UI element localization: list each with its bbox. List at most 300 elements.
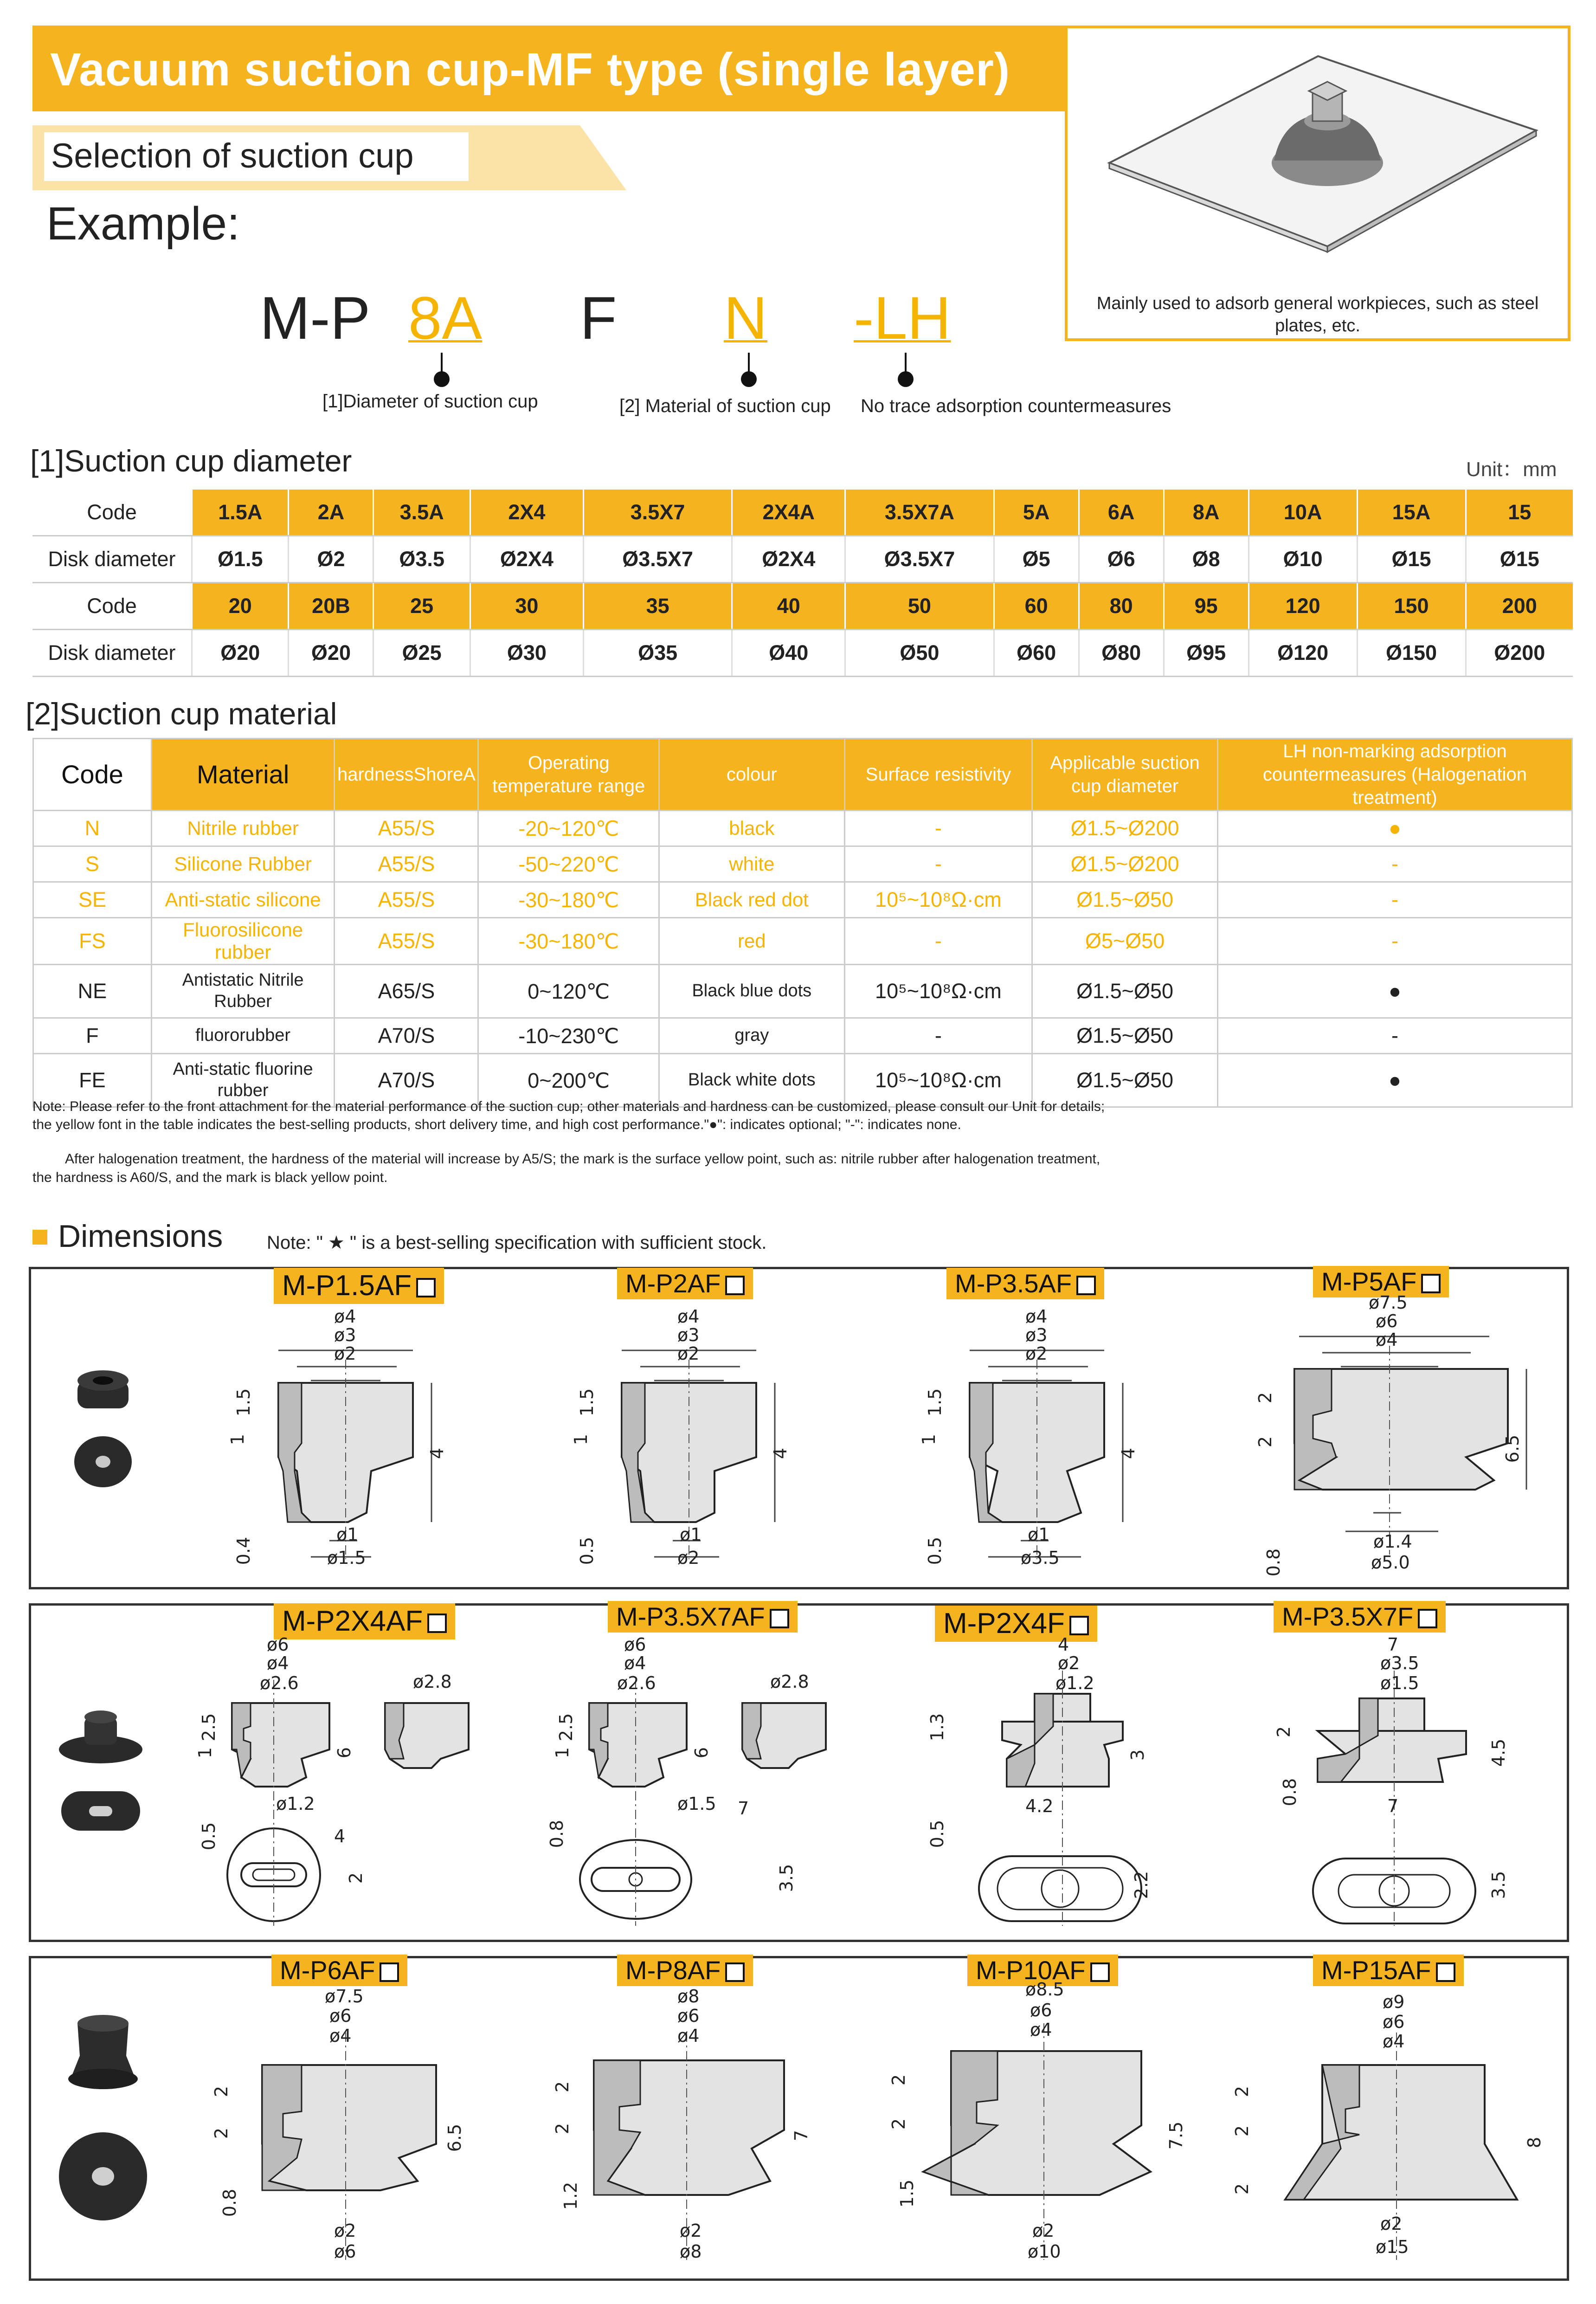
dimension-label: ø3.5 [1380, 1653, 1419, 1673]
diameter-cell: Ø5~Ø50 [1032, 918, 1218, 965]
resistivity-cell: - [844, 918, 1032, 965]
checkbox-icon [380, 1962, 399, 1982]
dimension-label: ø3.5 [1021, 1548, 1060, 1568]
product-photo [57, 2014, 149, 2237]
table-row [32, 490, 1573, 536]
temp-cell: -50~220℃ [478, 846, 659, 882]
dimension-label: 0.5 [199, 1822, 219, 1851]
temp-cell: -20~120℃ [478, 811, 659, 846]
resistivity-cell: 10⁵~10⁸Ω·cm [844, 965, 1032, 1018]
diameter-cell: Ø1.5~Ø50 [1032, 1018, 1218, 1054]
model-name: M-P8AF [625, 1955, 721, 1985]
material-table [32, 738, 1573, 1108]
dimensions-marker [32, 1230, 47, 1245]
colour-cell: Black blue dots [659, 965, 844, 1018]
dimension-label: ø2.6 [260, 1673, 299, 1693]
profile-m-p2af [603, 1318, 826, 1568]
dimension-label: 1.5 [233, 1388, 254, 1417]
dimension-label: 1.5 [897, 2179, 918, 2208]
dimension-label: ø2 [334, 2220, 356, 2241]
diameter-section-title: [1]Suction cup diameter [30, 444, 352, 478]
dimension-label: 0.8 [1263, 1548, 1284, 1577]
dimension-label: 2 [552, 2123, 573, 2135]
checkbox-icon [1421, 1274, 1441, 1293]
code-cell: 60 [994, 583, 1079, 630]
example-material: N [724, 284, 767, 352]
disk-label: Disk diameter [32, 630, 192, 677]
example-lh: -LH [854, 284, 951, 352]
selection-box [44, 132, 469, 181]
diameter-cell: Ø1.5~Ø50 [1032, 882, 1218, 918]
profile-m-p5af [1281, 1304, 1540, 1564]
dimension-label: ø6 [1030, 2000, 1052, 2020]
code-cell: 3.5X7A [845, 490, 994, 536]
diameter-cell: Ø3.5X7 [583, 536, 732, 583]
code-cell: FE [33, 1054, 152, 1107]
code-cell: 95 [1164, 583, 1248, 630]
checkbox-icon [725, 1962, 745, 1982]
checkbox-icon [1418, 1609, 1437, 1628]
model-label-m-p15af [1313, 1955, 1464, 1986]
header-cell: hardnessShoreA [335, 739, 478, 811]
dimension-label: ø1.5 [677, 1794, 716, 1814]
checkbox-icon [1076, 1276, 1096, 1295]
dimension-label: ø2 [1025, 1343, 1048, 1364]
dimension-label: 0.5 [925, 1536, 946, 1565]
lh-cell: - [1217, 918, 1572, 965]
model-label-m-p2x4f [935, 1606, 1097, 1642]
resistivity-cell: - [844, 811, 1032, 846]
model-label-m-p3-5x7af [608, 1601, 798, 1633]
image-caption: Mainly used to adsorb general workpieces, such as steel plates, etc. [1096, 294, 1539, 336]
lh-cell: - [1217, 882, 1572, 918]
dimension-label: ø2 [1380, 2214, 1403, 2234]
colour-cell: white [659, 846, 844, 882]
diameter-cell: Ø40 [732, 630, 845, 677]
dimension-label: 4.5 [1488, 1738, 1509, 1767]
dimension-label: ø8.5 [1025, 1979, 1064, 2000]
code-cell: 30 [470, 583, 583, 630]
dimension-label: ø6 [329, 2006, 352, 2026]
disk-label: Disk diameter [32, 536, 192, 583]
dimension-label: 1 [919, 1433, 940, 1446]
dimension-label: 2 [211, 2085, 232, 2097]
dimension-label: ø9 [1383, 1992, 1405, 2012]
material-cell: Nitrile rubber [151, 811, 335, 846]
model-name: M-P6AF [280, 1955, 375, 1985]
resistivity-cell: 10⁵~10⁸Ω·cm [844, 1054, 1032, 1107]
dimension-label: 1 [227, 1433, 248, 1446]
dimension-label: ø1.5 [327, 1548, 366, 1568]
example-diameter: 8A [408, 284, 483, 352]
dimension-label: ø6 [624, 1634, 646, 1655]
dimension-label: ø4 [1025, 1306, 1048, 1327]
table-row [33, 882, 1572, 918]
hardness-cell: A70/S [335, 1054, 478, 1107]
code-cell: 80 [1079, 583, 1164, 630]
code-cell: 10A [1248, 490, 1357, 536]
diameter-cell: Ø15 [1466, 536, 1573, 583]
dimension-label: 3.5 [776, 1864, 797, 1892]
code-cell: 8A [1164, 490, 1248, 536]
dimension-label: ø4 [1383, 2031, 1405, 2052]
table-row [33, 965, 1572, 1018]
diameter-cell: Ø1.5~Ø200 [1032, 811, 1218, 846]
dimension-label: ø4 [267, 1653, 289, 1673]
lh-cell: - [1217, 1018, 1572, 1054]
dimension-label: 2 [552, 2081, 573, 2093]
code-cell: 2X4A [732, 490, 845, 536]
dimension-label: 6.5 [444, 2123, 465, 2152]
note-line-2: the yellow font in the table indicates the best-selling products, short delivery time, and high cost performance."●": indicates optional; "-": indicates none. [32, 1117, 961, 1132]
dimension-label: 2 [211, 2127, 232, 2139]
resistivity-cell: - [844, 1018, 1032, 1054]
dimension-label: ø2 [677, 1343, 700, 1364]
checkbox-icon [725, 1276, 745, 1295]
dimension-label: 3 [1127, 1749, 1148, 1761]
dimension-label: 1 [571, 1433, 592, 1446]
code-cell: 3.5A [373, 490, 470, 536]
header-cell: Applicable suction cup diameter [1032, 739, 1218, 811]
dimension-label: 2 [1255, 1392, 1276, 1404]
diameter-cell: Ø2 [289, 536, 373, 583]
model-name: M-P1.5AF [282, 1270, 412, 1302]
profile-m-p15af [1267, 2005, 1554, 2269]
dimension-label: 2 [888, 2074, 909, 2086]
header-cell: Operating temperature range [478, 739, 659, 811]
temp-cell: -10~230℃ [478, 1018, 659, 1054]
dimension-label: 6 [334, 1747, 355, 1759]
table-row [33, 846, 1572, 882]
dimension-label: 2 [888, 2118, 909, 2130]
checkbox-icon [427, 1613, 447, 1633]
dimensions-title: Dimensions [58, 1219, 223, 1254]
unit-label: Unit：mm [1466, 458, 1557, 481]
dimension-label: 4.2 [1025, 1796, 1054, 1816]
dimension-label: 7 [1387, 1634, 1399, 1655]
dimension-label: ø6 [334, 2241, 356, 2262]
dimension-label: 1 [552, 1747, 573, 1759]
diameter-cell: Ø50 [845, 630, 994, 677]
dimension-label: ø4 [329, 2026, 352, 2046]
hardness-cell: A70/S [335, 1018, 478, 1054]
pointer-dot-2 [741, 371, 757, 387]
dimension-label: 6.5 [1502, 1434, 1523, 1463]
model-label-m-p8af [617, 1955, 753, 1986]
material-section-title: [2]Suction cup material [26, 697, 337, 731]
hardness-cell: A55/S [335, 846, 478, 882]
profile-m-p2x4f [965, 1652, 1197, 1930]
model-label-m-p3-5x7f [1274, 1601, 1446, 1633]
colour-cell: Black red dot [659, 882, 844, 918]
dimension-label: ø4 [1376, 1329, 1398, 1350]
model-name: M-P3.5X7AF [616, 1602, 765, 1631]
dimension-label: ø2 [677, 1548, 700, 1568]
dimension-label: 4 [1118, 1447, 1139, 1459]
dimension-label: 1.5 [577, 1388, 598, 1417]
diameter-cell: Ø30 [470, 630, 583, 677]
dimension-label: 0.8 [547, 1820, 567, 1848]
lh-cell: - [1217, 846, 1572, 882]
table-row [32, 630, 1573, 677]
hardness-cell: A55/S [335, 882, 478, 918]
profile-m-p3-5x7af [557, 1652, 872, 1930]
lh-cell: ● [1217, 1054, 1572, 1107]
dimension-label: ø2 [680, 2220, 702, 2241]
code-cell: 150 [1357, 583, 1466, 630]
hardness-cell: A55/S [335, 918, 478, 965]
profile-m-p8af [575, 2005, 854, 2269]
header-cell: Code [33, 739, 152, 811]
dimension-label: ø4 [677, 1306, 700, 1327]
diameter-cell: Ø25 [373, 630, 470, 677]
dimension-label: ø1 [1028, 1524, 1050, 1545]
profile-m-p1-5af [260, 1318, 483, 1568]
dimension-label: ø7.5 [1369, 1292, 1408, 1313]
dimension-label: ø8 [677, 1986, 700, 2007]
dimension-label: ø6 [267, 1634, 289, 1655]
diameter-cell: Ø1.5~Ø50 [1032, 965, 1218, 1018]
lh-cell: ● [1217, 811, 1572, 846]
code-cell: 120 [1248, 583, 1357, 630]
code-cell: 15A [1357, 490, 1466, 536]
dimension-label: ø4 [334, 1306, 356, 1327]
suction-cup-illustration [1068, 28, 1568, 260]
diameter-cell: Ø5 [994, 536, 1079, 583]
code-cell: 20 [192, 583, 289, 630]
diameter-cell: Ø15 [1357, 536, 1466, 583]
table-row [32, 583, 1573, 630]
code-cell: 5A [994, 490, 1079, 536]
dimension-label: 7 [1387, 1796, 1399, 1816]
code-cell: 20B [289, 583, 373, 630]
diameter-cell: Ø8 [1164, 536, 1248, 583]
dimension-label: ø4 [1030, 2020, 1052, 2040]
dimension-label: 0.5 [927, 1820, 948, 1848]
temp-cell: -30~180℃ [478, 882, 659, 918]
dimension-label: ø4 [677, 2026, 700, 2046]
dimension-label: ø2 [1058, 1653, 1080, 1673]
diameter-cell: Ø20 [192, 630, 289, 677]
dimension-label: 8 [1524, 2136, 1545, 2149]
temp-cell: 0~200℃ [478, 1054, 659, 1107]
material-cell: Antistatic Nitrile Rubber [151, 965, 335, 1018]
colour-cell: red [659, 918, 844, 965]
temp-cell: -30~180℃ [478, 918, 659, 965]
dimension-label: ø15 [1376, 2237, 1409, 2257]
model-label-m-p2af [617, 1268, 753, 1299]
dimension-label: 4 [770, 1447, 791, 1459]
code-cell: 50 [845, 583, 994, 630]
note-line-4: the hardness is A60/S, and the mark is black yellow point. [32, 1170, 388, 1185]
dimension-label: 2 [1255, 1436, 1276, 1448]
model-name: M-P10AF [976, 1955, 1086, 1985]
diameter-cell: Ø1.5~Ø200 [1032, 846, 1218, 882]
profile-m-p10af [919, 2005, 1206, 2269]
dimension-label: 2 [1232, 2183, 1253, 2195]
dimension-label: 1.3 [927, 1713, 948, 1742]
dimension-label: ø6 [1376, 1311, 1398, 1331]
dimension-label: 0.8 [219, 2188, 240, 2217]
dimension-label: 2.5 [556, 1713, 577, 1742]
checkbox-icon [1069, 1616, 1089, 1635]
dimension-label: ø1.2 [276, 1794, 315, 1814]
dimension-label: 1 [195, 1747, 216, 1759]
example-type: F [580, 284, 617, 352]
diameter-cell: Ø2X4 [470, 536, 583, 583]
dimension-label: ø1.2 [1055, 1673, 1094, 1693]
code-cell: N [33, 811, 152, 846]
diameter-cell: Ø6 [1079, 536, 1164, 583]
model-label-m-p6af [271, 1955, 407, 1986]
page-title: Vacuum suction cup-MF type (single layer) [50, 44, 1010, 96]
table-header-row [33, 739, 1572, 811]
pointer-dot-1 [434, 371, 450, 387]
selection-label: Selection of suction cup [51, 136, 414, 175]
colour-cell: black [659, 811, 844, 846]
example-prefix: M-P [260, 284, 371, 352]
checkbox-icon [1436, 1962, 1455, 1982]
dimensions-note: Note: " ★ " is a best-selling specification with sufficient stock. [267, 1233, 767, 1253]
dimension-label: ø8 [680, 2241, 702, 2262]
diameter-cell: Ø20 [289, 630, 373, 677]
diameter-cell: Ø200 [1466, 630, 1573, 677]
diameter-cell: Ø10 [1248, 536, 1357, 583]
dimension-label: ø1.5 [1380, 1673, 1419, 1693]
dimension-label: ø4 [624, 1653, 646, 1673]
dimension-label: ø6 [677, 2006, 700, 2026]
annotation-material: [2] Material of suction cup [619, 396, 831, 416]
dimension-label: ø10 [1028, 2241, 1061, 2262]
product-photo [66, 1362, 140, 1515]
code-cell: 200 [1466, 583, 1573, 630]
dimension-label: 2 [1232, 2085, 1253, 2097]
dimension-label: 0.4 [233, 1536, 254, 1565]
note-line-3: After halogenation treatment, the hardness of the material will increase by A5/S; the mark is the surface yellow point, such as: nitrile rubber after halogenation treatment, [65, 1151, 1100, 1167]
code-cell: 6A [1079, 490, 1164, 536]
temp-cell: 0~120℃ [478, 965, 659, 1018]
code-cell: 2X4 [470, 490, 583, 536]
model-name: M-P3.5X7F [1282, 1602, 1414, 1631]
dimension-label: 7.5 [1166, 2121, 1187, 2150]
diameter-cell: Ø1.5 [192, 536, 289, 583]
dimension-label: ø3 [1025, 1325, 1048, 1345]
checkbox-icon [416, 1278, 436, 1297]
dimension-label: 2 [1274, 1726, 1294, 1738]
diameter-cell: Ø3.5 [373, 536, 470, 583]
resistivity-cell: - [844, 846, 1032, 882]
code-cell: S [33, 846, 152, 882]
dimension-label: ø2.8 [770, 1672, 809, 1692]
code-cell: 2A [289, 490, 373, 536]
header-cell: Material [151, 739, 335, 811]
dimension-label: 2 [346, 1872, 367, 1884]
dimension-label: ø2 [334, 1343, 356, 1364]
diameter-cell: Ø60 [994, 630, 1079, 677]
checkbox-icon [1090, 1962, 1110, 1982]
title-bar [32, 26, 1065, 111]
hardness-cell: A65/S [335, 965, 478, 1018]
material-cell: Anti-static silicone [151, 882, 335, 918]
dimension-label: ø1 [680, 1524, 702, 1545]
dimension-label: 2 [1232, 2125, 1253, 2137]
diameter-cell: Ø1.5~Ø50 [1032, 1054, 1218, 1107]
resistivity-cell: 10⁵~10⁸Ω·cm [844, 882, 1032, 918]
diameter-cell: Ø150 [1357, 630, 1466, 677]
dimension-label: 4 [1058, 1634, 1069, 1655]
dimension-label: 1.5 [925, 1388, 946, 1417]
dimension-label: ø3 [677, 1325, 700, 1345]
dimension-label: ø2 [1032, 2220, 1055, 2241]
dimension-label: 3.5 [1488, 1871, 1509, 1899]
model-name: M-P2X4F [943, 1607, 1065, 1639]
note-line-1: Note: Please refer to the front attachment for the material performance of the suction cup; other materials and hardness can be customized, please consult our Unit for details; [32, 1099, 1105, 1114]
diameter-cell: Ø80 [1079, 630, 1164, 677]
annotation-lh: No trace adsorption countermeasures [861, 396, 1171, 416]
model-name: M-P2X4AF [282, 1605, 423, 1637]
table-row [33, 918, 1572, 965]
product-photo [54, 1698, 147, 1847]
product-image-box [1065, 26, 1570, 341]
dimension-label: ø3 [334, 1325, 356, 1345]
dimension-label: ø1 [336, 1524, 359, 1545]
code-cell: 40 [732, 583, 845, 630]
pointer-dot-3 [898, 371, 914, 387]
dimension-label: ø5.0 [1371, 1552, 1410, 1573]
diameter-cell: Ø2X4 [732, 536, 845, 583]
code-cell: 15 [1466, 490, 1573, 536]
model-name: M-P5AF [1321, 1267, 1417, 1296]
example-label: Example: [46, 198, 240, 250]
code-cell: F [33, 1018, 152, 1054]
material-cell: Anti-static fluorine rubber [151, 1054, 335, 1107]
diameter-cell: Ø35 [583, 630, 732, 677]
profile-m-p3-5af [951, 1318, 1174, 1568]
model-name: M-P2AF [625, 1269, 721, 1298]
lh-cell: ● [1217, 965, 1572, 1018]
code-cell: 35 [583, 583, 732, 630]
material-cell: Fluorosilicone rubber [151, 918, 335, 965]
code-cell: 1.5A [192, 490, 289, 536]
code-label: Code [32, 490, 192, 536]
diameter-table [32, 490, 1573, 677]
diameter-cell: Ø120 [1248, 630, 1357, 677]
model-label-m-p2x4af [274, 1603, 455, 1639]
diameter-cell: Ø3.5X7 [845, 536, 994, 583]
dimension-label: ø2.6 [617, 1673, 656, 1693]
dimension-label: ø1.4 [1373, 1531, 1412, 1552]
annotation-diameter: [1]Diameter of suction cup [322, 391, 538, 412]
profile-m-p2x4af [209, 1652, 524, 1930]
dimension-label: 7 [738, 1798, 749, 1819]
table-row [32, 536, 1573, 583]
dimension-label: 6 [691, 1747, 712, 1759]
code-cell: 25 [373, 583, 470, 630]
dimension-label: 4 [427, 1447, 448, 1459]
dimension-label: 0.8 [1280, 1778, 1300, 1807]
hardness-cell: A55/S [335, 811, 478, 846]
colour-cell: gray [659, 1018, 844, 1054]
material-cell: Silicone Rubber [151, 846, 335, 882]
checkbox-icon [770, 1609, 789, 1628]
dimension-label: 2.2 [1131, 1871, 1152, 1899]
dimension-label: 1.2 [560, 2181, 581, 2210]
code-cell: FS [33, 918, 152, 965]
code-cell: NE [33, 965, 152, 1018]
header-cell: Surface resistivity [844, 739, 1032, 811]
model-name: M-P3.5AF [955, 1269, 1072, 1298]
material-cell: fluororubber [151, 1018, 335, 1054]
